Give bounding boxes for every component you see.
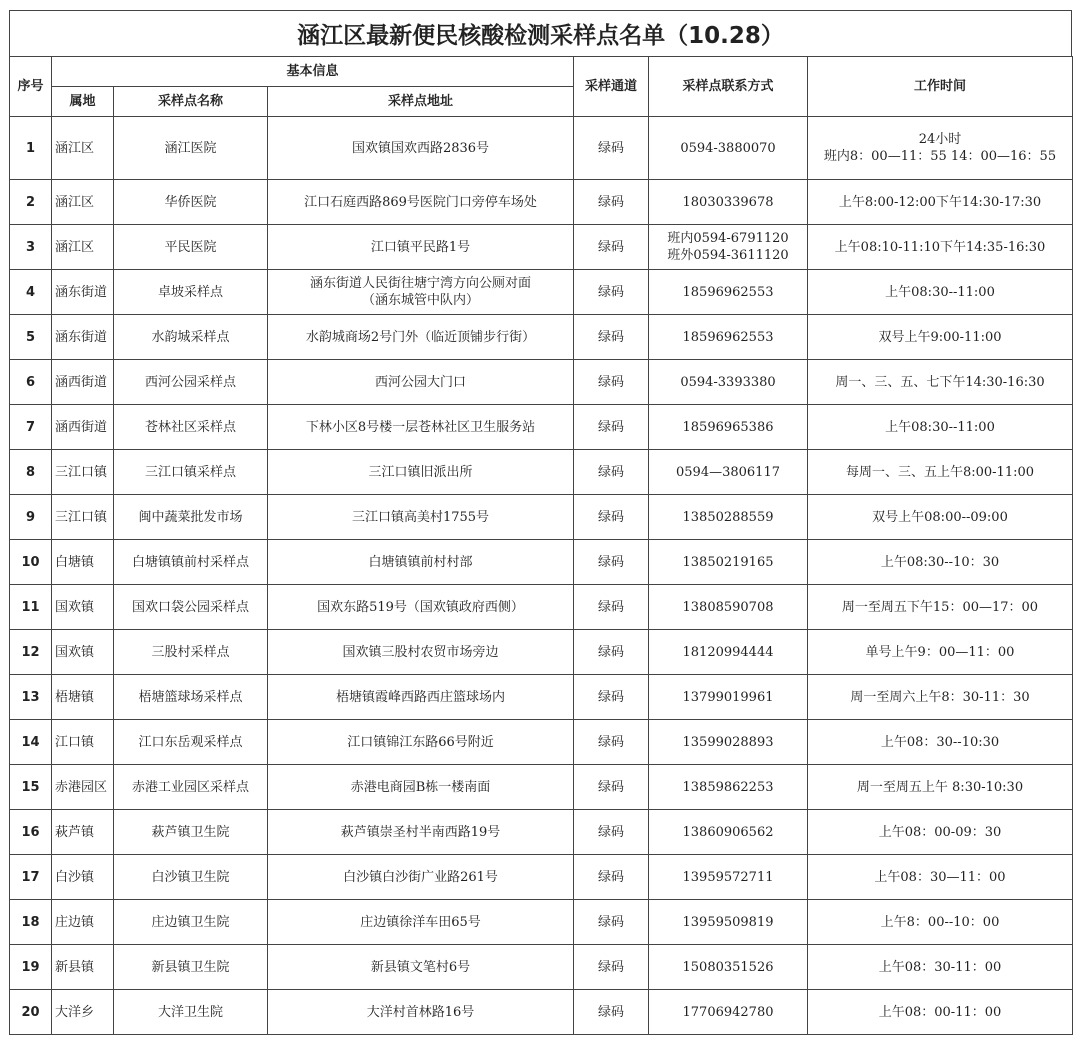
header-region: 属地 <box>52 87 114 117</box>
cell-hours-line: 每周一、三、五上午8:00-11:00 <box>845 464 1035 480</box>
cell-contact-line: 0594—3806117 <box>676 464 780 480</box>
cell-hours <box>808 855 1073 900</box>
cell-site-name: 白沙镇卫生院 <box>114 855 268 900</box>
cell-hours <box>808 180 1073 225</box>
cell-contact-line: 13959509819 <box>682 914 774 930</box>
cell-hours <box>808 585 1073 630</box>
cell-contact <box>649 360 808 405</box>
cell-region: 大洋乡 <box>52 990 114 1035</box>
cell-region: 涵江区 <box>52 117 114 180</box>
cell-region: 涵江区 <box>52 225 114 270</box>
cell-hours-line: 双号上午08:00--09:00 <box>872 509 1008 525</box>
cell-index: 16 <box>10 810 52 855</box>
cell-channel: 绿码 <box>574 225 649 270</box>
cell-region: 涵西街道 <box>52 405 114 450</box>
cell-site-address-line: 涵东街道人民街往塘宁湾方向公厕对面 <box>309 276 531 291</box>
cell-hours <box>808 765 1073 810</box>
cell-region: 涵西街道 <box>52 360 114 405</box>
cell-contact <box>649 450 808 495</box>
cell-index: 5 <box>10 315 52 360</box>
header-index: 序号 <box>10 57 52 117</box>
cell-contact <box>649 855 808 900</box>
cell-region: 白沙镇 <box>52 855 114 900</box>
cell-contact <box>649 990 808 1035</box>
cell-site-address-line: 庄边镇徐洋车田65号 <box>360 914 481 930</box>
cell-hours-line: 上午08:30--11:00 <box>885 419 995 435</box>
cell-hours <box>808 990 1073 1035</box>
cell-contact-line: 17706942780 <box>682 1004 774 1020</box>
cell-channel: 绿码 <box>574 675 649 720</box>
cell-contact <box>649 630 808 675</box>
table-row <box>10 180 1073 225</box>
document-title: 涵江区最新便民核酸检测采样点名单（10.28） <box>9 10 1072 56</box>
cell-contact <box>649 900 808 945</box>
cell-index: 15 <box>10 765 52 810</box>
cell-channel: 绿码 <box>574 360 649 405</box>
cell-site-address <box>268 360 574 405</box>
cell-hours <box>808 630 1073 675</box>
table-row <box>10 405 1073 450</box>
cell-region: 梧塘镇 <box>52 675 114 720</box>
cell-channel: 绿码 <box>574 900 649 945</box>
cell-site-address <box>268 117 574 180</box>
cell-hours-line: 24小时 <box>918 132 962 147</box>
cell-hours-line: 上午8：00--10：00 <box>880 914 1000 930</box>
cell-site-name: 三江口镇采样点 <box>114 450 268 495</box>
cell-site-address <box>268 315 574 360</box>
cell-contact <box>649 405 808 450</box>
cell-site-address-line: 西河公园大门口 <box>374 374 466 390</box>
cell-hours-line: 周一至周五上午 8:30-10:30 <box>856 779 1024 795</box>
cell-site-address <box>268 225 574 270</box>
header-basic-info: 基本信息 <box>52 57 574 87</box>
cell-index: 6 <box>10 360 52 405</box>
cell-region: 三江口镇 <box>52 495 114 540</box>
cell-hours <box>808 117 1073 180</box>
cell-region: 白塘镇 <box>52 540 114 585</box>
table-row <box>10 315 1073 360</box>
cell-site-address <box>268 900 574 945</box>
cell-index: 12 <box>10 630 52 675</box>
cell-contact <box>649 675 808 720</box>
cell-site-name: 华侨医院 <box>114 180 268 225</box>
cell-site-address <box>268 675 574 720</box>
cell-contact <box>649 765 808 810</box>
table-row <box>10 990 1073 1035</box>
cell-channel: 绿码 <box>574 585 649 630</box>
cell-index: 20 <box>10 990 52 1035</box>
cell-site-address-line: 江口石庭西路869号医院门口旁停车场处 <box>304 194 537 210</box>
cell-hours-line: 上午08:10-11:10下午14:35-16:30 <box>834 239 1046 255</box>
cell-site-name: 新县镇卫生院 <box>114 945 268 990</box>
table-row <box>10 585 1073 630</box>
cell-hours <box>808 810 1073 855</box>
cell-index: 13 <box>10 675 52 720</box>
cell-site-name: 江口东岳观采样点 <box>114 720 268 765</box>
cell-site-name: 平民医院 <box>114 225 268 270</box>
cell-site-name: 国欢口袋公园采样点 <box>114 585 268 630</box>
cell-index: 4 <box>10 270 52 315</box>
cell-site-address <box>268 855 574 900</box>
cell-contact-line: 15080351526 <box>682 959 774 975</box>
cell-site-address-line: 国欢镇国欢西路2836号 <box>351 140 490 156</box>
cell-channel: 绿码 <box>574 117 649 180</box>
cell-channel: 绿码 <box>574 270 649 315</box>
cell-index: 10 <box>10 540 52 585</box>
cell-channel: 绿码 <box>574 495 649 540</box>
cell-index: 19 <box>10 945 52 990</box>
cell-hours-line: 上午08:30--11:00 <box>885 284 995 300</box>
cell-contact-line: 13859862253 <box>682 779 774 795</box>
cell-region: 庄边镇 <box>52 900 114 945</box>
cell-contact-line: 13799019961 <box>682 689 774 705</box>
cell-index: 1 <box>10 117 52 180</box>
cell-region: 国欢镇 <box>52 630 114 675</box>
cell-site-name: 闽中蔬菜批发市场 <box>114 495 268 540</box>
cell-site-address <box>268 495 574 540</box>
cell-hours <box>808 495 1073 540</box>
cell-site-address-line: 三江口镇旧派出所 <box>368 464 473 480</box>
cell-hours-line: 上午08:30--10：30 <box>880 554 1000 570</box>
cell-hours <box>808 450 1073 495</box>
cell-hours <box>808 405 1073 450</box>
cell-site-address-line: 国欢镇三股村农贸市场旁边 <box>342 644 499 660</box>
cell-contact-line: 13808590708 <box>682 599 774 615</box>
cell-site-name: 西河公园采样点 <box>114 360 268 405</box>
cell-contact <box>649 270 808 315</box>
cell-site-address-line: 国欢东路519号（国欢镇政府西侧） <box>317 599 524 615</box>
header-hours: 工作时间 <box>808 57 1073 117</box>
table-row <box>10 495 1073 540</box>
cell-contact-line: 13860906562 <box>682 824 774 840</box>
cell-hours <box>808 225 1073 270</box>
cell-site-address-line: 水韵城商场2号门外（临近顶铺步行街） <box>305 329 536 345</box>
cell-site-address-line: 白塘镇镇前村村部 <box>368 554 473 570</box>
cell-hours-line: 班内8：00—11：55 14：00—16：55 <box>823 149 1057 164</box>
document-page <box>9 10 1072 1035</box>
cell-region: 国欢镇 <box>52 585 114 630</box>
cell-index: 8 <box>10 450 52 495</box>
cell-index: 17 <box>10 855 52 900</box>
cell-hours-line: 上午08：30--10:30 <box>880 734 1000 750</box>
cell-contact-line: 18120994444 <box>682 644 774 660</box>
cell-hours-line: 双号上午9:00-11:00 <box>878 329 1002 345</box>
cell-index: 3 <box>10 225 52 270</box>
cell-contact-line: 班外0594-3611120 <box>667 248 789 263</box>
cell-channel: 绿码 <box>574 540 649 585</box>
cell-hours-line: 周一至周五下午15：00—17：00 <box>841 599 1039 615</box>
cell-contact-line: 18030339678 <box>682 194 774 210</box>
cell-contact-line: 13850219165 <box>682 554 774 570</box>
cell-site-address-line: 大洋村首林路16号 <box>366 1004 475 1020</box>
table-row <box>10 630 1073 675</box>
cell-region: 涵东街道 <box>52 315 114 360</box>
cell-hours-line: 上午08：30—11：00 <box>874 869 1006 885</box>
header-row-top <box>10 57 1073 87</box>
cell-index: 11 <box>10 585 52 630</box>
cell-site-name: 大洋卫生院 <box>114 990 268 1035</box>
cell-hours-line: 上午08：00-09：30 <box>878 824 1002 840</box>
sampling-sites-table <box>9 56 1073 1035</box>
cell-site-address <box>268 990 574 1035</box>
table-row <box>10 450 1073 495</box>
cell-hours-line: 周一至周六上午8：30-11：30 <box>850 689 1030 705</box>
table-row <box>10 765 1073 810</box>
cell-contact-line: 0594-3393380 <box>680 374 776 390</box>
cell-contact-line: 13850288559 <box>682 509 774 525</box>
table-row <box>10 117 1073 180</box>
cell-hours <box>808 675 1073 720</box>
cell-contact <box>649 945 808 990</box>
cell-region: 涵江区 <box>52 180 114 225</box>
cell-site-name: 苍林社区采样点 <box>114 405 268 450</box>
table-row <box>10 900 1073 945</box>
cell-hours <box>808 270 1073 315</box>
cell-region: 萩芦镇 <box>52 810 114 855</box>
table-row <box>10 540 1073 585</box>
cell-site-address <box>268 450 574 495</box>
cell-channel: 绿码 <box>574 990 649 1035</box>
cell-contact <box>649 315 808 360</box>
table-row <box>10 855 1073 900</box>
cell-hours <box>808 945 1073 990</box>
cell-site-address-line: 江口镇锦江东路66号附近 <box>347 734 494 750</box>
cell-channel: 绿码 <box>574 945 649 990</box>
header-site-address: 采样点地址 <box>268 87 574 117</box>
cell-region: 涵东街道 <box>52 270 114 315</box>
cell-contact-line: 13599028893 <box>682 734 774 750</box>
cell-channel: 绿码 <box>574 315 649 360</box>
cell-site-address <box>268 945 574 990</box>
cell-channel: 绿码 <box>574 450 649 495</box>
cell-hours <box>808 720 1073 765</box>
cell-hours-line: 上午08：00-11：00 <box>878 1004 1002 1020</box>
cell-contact <box>649 117 808 180</box>
cell-site-address-line: 江口镇平民路1号 <box>370 239 471 255</box>
cell-contact-line: 班内0594-6791120 <box>667 231 789 246</box>
cell-hours-line: 上午8:00-12:00下午14:30-17:30 <box>838 194 1042 210</box>
table-row <box>10 675 1073 720</box>
cell-hours-line: 单号上午9：00—11：00 <box>865 644 1015 660</box>
cell-channel: 绿码 <box>574 630 649 675</box>
table-row <box>10 945 1073 990</box>
cell-contact-line: 13959572711 <box>682 869 774 885</box>
cell-contact <box>649 585 808 630</box>
cell-hours <box>808 900 1073 945</box>
cell-site-address <box>268 585 574 630</box>
cell-channel: 绿码 <box>574 765 649 810</box>
cell-region: 三江口镇 <box>52 450 114 495</box>
header-site-name: 采样点名称 <box>114 87 268 117</box>
cell-hours-line: 上午08：30-11：00 <box>878 959 1002 975</box>
table-body <box>10 117 1073 1035</box>
cell-region: 新县镇 <box>52 945 114 990</box>
cell-hours-line: 周一、三、五、七下午14:30-16:30 <box>835 374 1045 390</box>
cell-site-name: 卓坡采样点 <box>114 270 268 315</box>
cell-site-address-line: 新县镇文笔村6号 <box>370 959 471 975</box>
cell-site-address <box>268 540 574 585</box>
cell-site-name: 三股村采样点 <box>114 630 268 675</box>
cell-site-address-line: 白沙镇白沙街广业路261号 <box>343 869 498 885</box>
cell-site-address-line: 梧塘镇霞峰西路西庄篮球场内 <box>335 689 505 705</box>
cell-contact-line: 18596965386 <box>682 419 774 435</box>
cell-site-address <box>268 630 574 675</box>
cell-channel: 绿码 <box>574 855 649 900</box>
cell-contact-line: 18596962553 <box>682 329 774 345</box>
cell-index: 2 <box>10 180 52 225</box>
cell-site-name: 庄边镇卫生院 <box>114 900 268 945</box>
cell-index: 9 <box>10 495 52 540</box>
cell-index: 18 <box>10 900 52 945</box>
cell-site-address <box>268 405 574 450</box>
cell-hours <box>808 540 1073 585</box>
cell-channel: 绿码 <box>574 405 649 450</box>
table-row <box>10 360 1073 405</box>
cell-site-name: 萩芦镇卫生院 <box>114 810 268 855</box>
cell-site-address-line: （涵东城管中队内） <box>361 293 479 308</box>
cell-contact <box>649 225 808 270</box>
table-row <box>10 225 1073 270</box>
table-row <box>10 810 1073 855</box>
cell-index: 7 <box>10 405 52 450</box>
table-row <box>10 270 1073 315</box>
cell-channel: 绿码 <box>574 810 649 855</box>
cell-contact <box>649 540 808 585</box>
cell-region: 赤港园区 <box>52 765 114 810</box>
header-contact: 采样点联系方式 <box>649 57 808 117</box>
cell-site-address-line: 赤港电商园B栋一楼南面 <box>350 779 491 795</box>
cell-contact <box>649 810 808 855</box>
table-row <box>10 720 1073 765</box>
cell-channel: 绿码 <box>574 720 649 765</box>
cell-site-name: 白塘镇镇前村采样点 <box>114 540 268 585</box>
cell-site-address-line: 三江口镇高美村1755号 <box>351 509 490 525</box>
header-channel: 采样通道 <box>574 57 649 117</box>
cell-site-address <box>268 810 574 855</box>
cell-site-address <box>268 720 574 765</box>
cell-region: 江口镇 <box>52 720 114 765</box>
cell-site-address <box>268 270 574 315</box>
cell-site-address <box>268 180 574 225</box>
cell-site-address-line: 下林小区8号楼一层苍林社区卫生服务站 <box>305 419 536 435</box>
cell-site-address-line: 萩芦镇崇圣村半南西路19号 <box>340 824 501 840</box>
cell-hours <box>808 360 1073 405</box>
cell-contact <box>649 180 808 225</box>
cell-hours <box>808 315 1073 360</box>
cell-contact <box>649 495 808 540</box>
cell-contact <box>649 720 808 765</box>
cell-site-name: 水韵城采样点 <box>114 315 268 360</box>
cell-site-name: 赤港工业园区采样点 <box>114 765 268 810</box>
cell-contact-line: 0594-3880070 <box>680 140 776 156</box>
cell-index: 14 <box>10 720 52 765</box>
cell-site-name: 涵江医院 <box>114 117 268 180</box>
cell-channel: 绿码 <box>574 180 649 225</box>
cell-site-name: 梧塘篮球场采样点 <box>114 675 268 720</box>
cell-site-address <box>268 765 574 810</box>
cell-contact-line: 18596962553 <box>682 284 774 300</box>
